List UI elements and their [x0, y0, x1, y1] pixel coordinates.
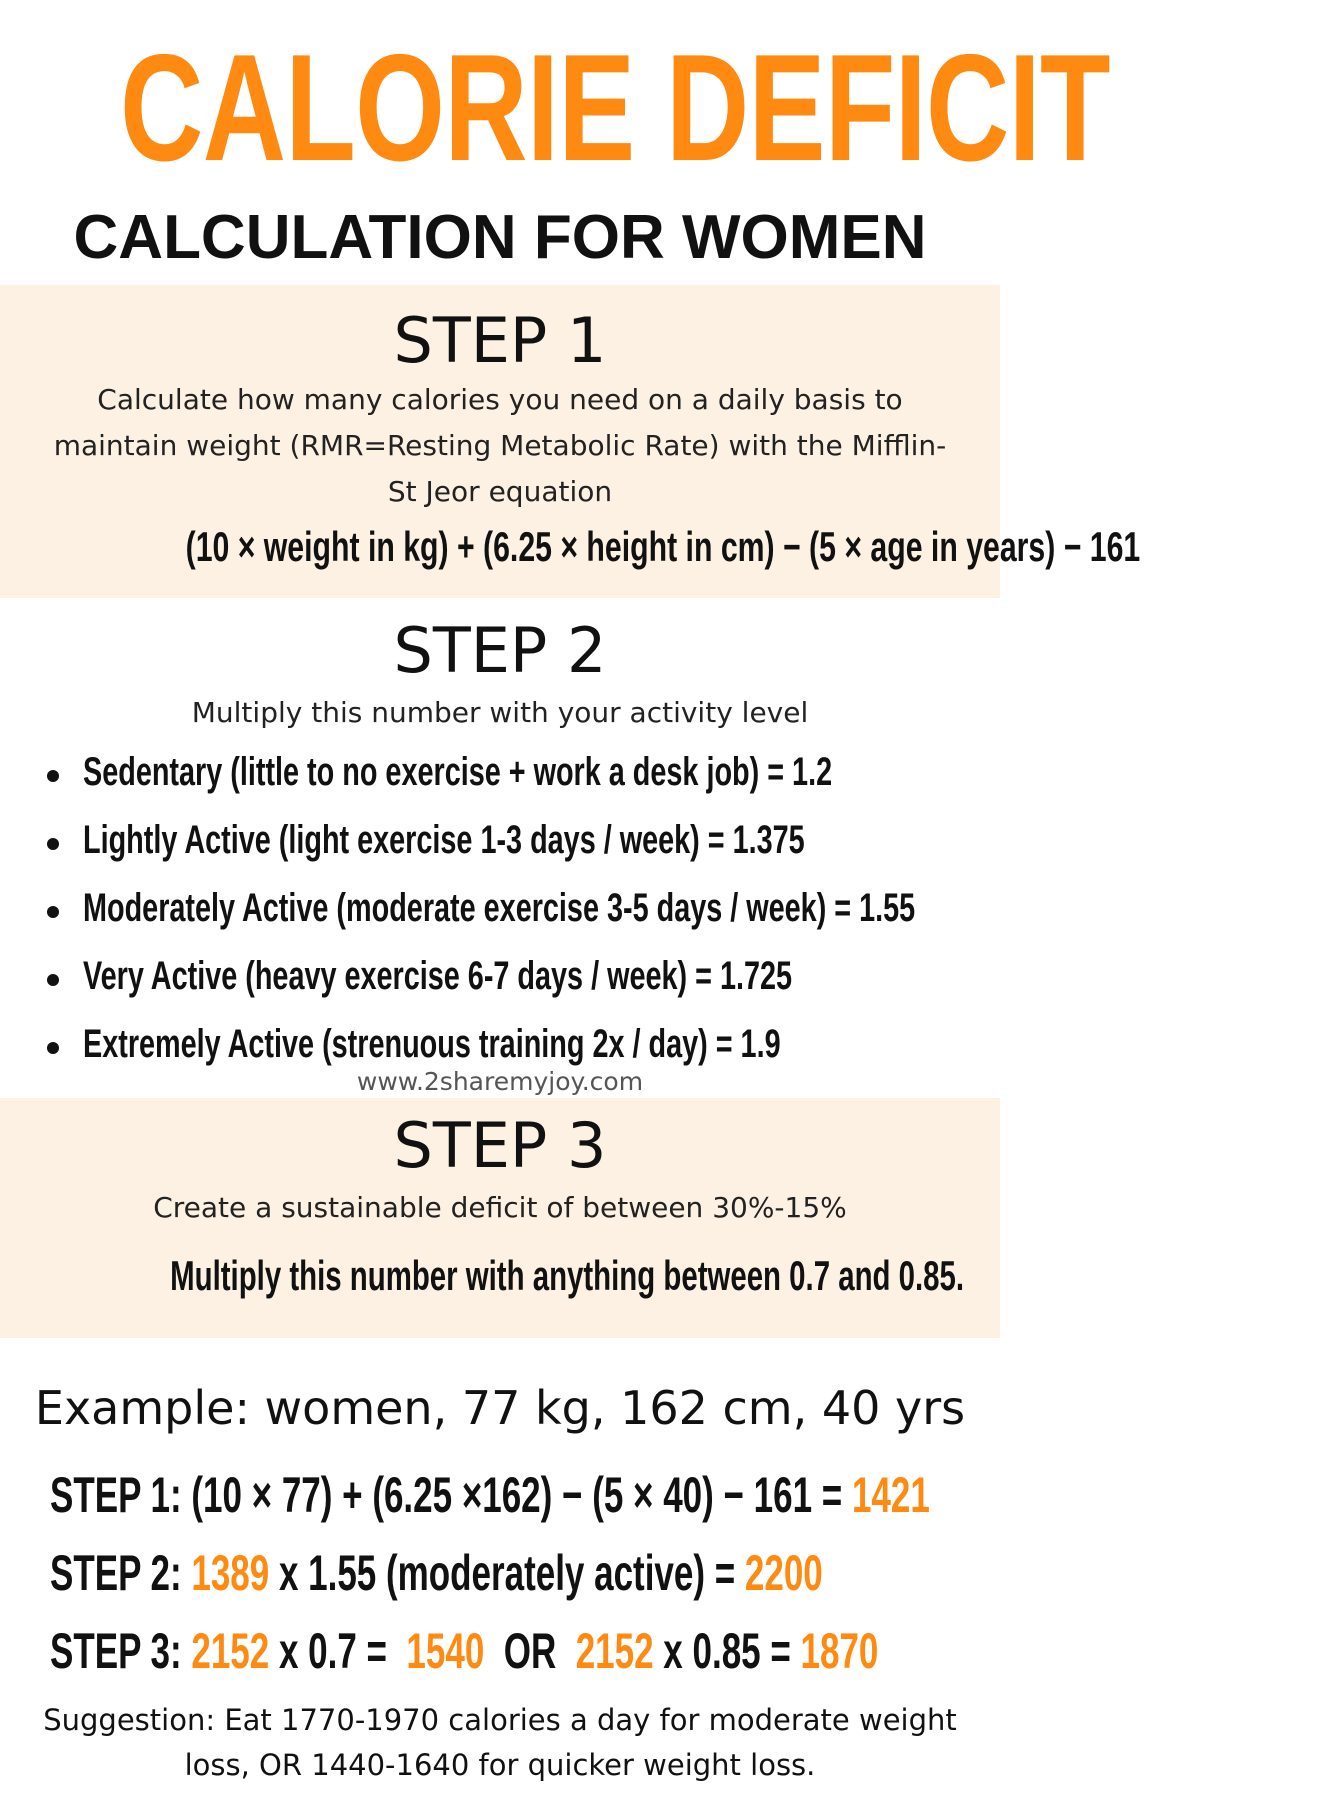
list-item [45, 878, 1239, 946]
example-title: Example: women, 77 kg, 162 cm, 40 yrs [34, 1381, 966, 1435]
step1-section [0, 285, 1141, 598]
example-step3-expression-b: x 0.85 = [663, 1623, 791, 1679]
example-step3-line [50, 1618, 1233, 1684]
example-step2-input: 1389 [191, 1545, 270, 1601]
example-step3-input-b: 2152 [575, 1623, 654, 1679]
bullet-icon [47, 1042, 59, 1054]
activity-level-text: Extremely Active (strenuous training 2x / day) = 1.9 [83, 1022, 781, 1066]
subtitle: CALCULATION FOR WOMEN [73, 203, 927, 272]
example-step2-label: STEP 2: [50, 1545, 182, 1601]
step3-section [0, 1098, 1000, 1338]
example-step3-result-b: 1870 [800, 1623, 879, 1679]
activity-level-text: Sedentary (little to no exercise + work a desk job) = 1.2 [83, 750, 833, 794]
step1-description: Calculate how many calories you need on a daily basis to maintain weight (RMR=Resting Metabolic Rate) with the Mifflin-St Jeor equation [53, 383, 947, 508]
activity-level-text: Moderately Active (moderate exercise 3-5 days / week) = 1.55 [83, 886, 916, 930]
watermark-url: www.2sharemyjoy.com [356, 1067, 644, 1096]
example-step3-input-a: 2152 [191, 1623, 270, 1679]
example-step2-line [50, 1540, 1154, 1606]
example-step3-or: OR [503, 1623, 557, 1679]
step1-formula: (10 × weight in kg) + (6.25 × height in cm) − (5 × age in years) − 161 [185, 523, 1141, 570]
suggestion-text: Suggestion: Eat 1770-1970 calories a day for moderate weight loss, OR 1440-1640 for quicker weight loss. [43, 1703, 957, 1782]
activity-level-text: Lightly Active (light exercise 1-3 days / week) = 1.375 [83, 818, 805, 862]
bullet-icon [47, 770, 59, 782]
example-step3-label: STEP 3: [50, 1623, 182, 1679]
example-step2-result: 2200 [744, 1545, 823, 1601]
activity-level-text: Very Active (heavy exercise 6-7 days / week) = 1.725 [83, 954, 793, 998]
list-item [45, 946, 1239, 1014]
main-title: CALORIE DEFICIT [120, 23, 1110, 193]
example-step1-expression: (10 × 77) + (6.25 ×162) − (5 × 40) − 161 = [191, 1467, 843, 1523]
example-step1-label: STEP 1: [50, 1467, 182, 1523]
bullet-icon [47, 838, 59, 850]
list-item [45, 810, 1239, 878]
example-step3-result-a: 1540 [406, 1623, 485, 1679]
step2-heading: STEP 2 [393, 614, 607, 687]
example-step1-line [50, 1462, 1307, 1528]
activity-level-list [45, 742, 1239, 1082]
list-item [45, 742, 1239, 810]
example-step2-expression: x 1.55 (moderately active) = [278, 1545, 736, 1601]
step2-description: Multiply this number with your activity level [191, 696, 809, 729]
bullet-icon [47, 906, 59, 918]
bullet-icon [47, 974, 59, 986]
step1-heading: STEP 1 [393, 304, 607, 377]
example-step1-result: 1421 [851, 1467, 930, 1523]
step3-description: Create a sustainable deficit of between 30%-15% [153, 1191, 847, 1224]
example-step3-expression-a: x 0.7 = [278, 1623, 387, 1679]
step3-instruction: Multiply this number with anything between 0.7 and 0.85. [170, 1252, 965, 1299]
step3-heading: STEP 3 [393, 1109, 607, 1182]
